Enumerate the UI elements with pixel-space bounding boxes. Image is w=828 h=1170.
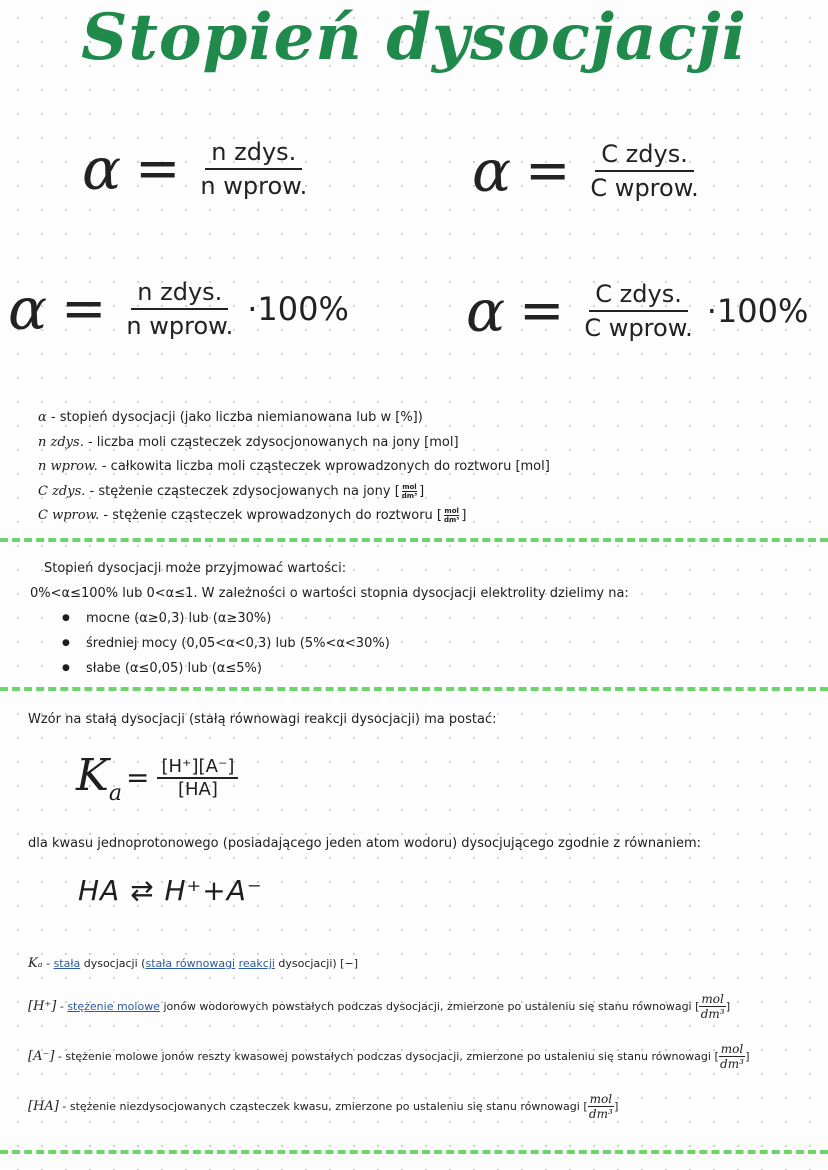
unit-denominator: dm³ — [700, 1007, 725, 1021]
unit-fraction — [699, 992, 725, 1021]
numerator: n zdys. — [205, 138, 302, 170]
section-divider — [0, 538, 828, 542]
values-section — [30, 556, 629, 681]
link-stezenie-molowe[interactable]: stężenie molowe — [67, 1000, 160, 1013]
denominator: n wprow. — [126, 312, 234, 340]
ka-symbol — [76, 750, 122, 806]
section-divider — [0, 1150, 828, 1154]
fraction — [584, 140, 704, 202]
fraction — [120, 278, 239, 340]
denominator: n wprow. — [200, 172, 308, 200]
legend-text: - — [42, 957, 54, 970]
definition-symbol: C wprow. — [38, 508, 100, 523]
formula-alpha-n-percent — [8, 275, 349, 343]
percent-multiplier: ·100% — [247, 290, 349, 328]
numerator: [H⁺][A⁻] — [157, 756, 238, 779]
legend-symbol: [H⁺] — [28, 999, 57, 1014]
unit-numerator: mol — [589, 1092, 613, 1106]
values-intro: Stopień dysocjacji może przyjmować wartości: — [44, 561, 347, 576]
definition-symbol: n wprow. — [38, 459, 98, 474]
legend-text: - stężenie niezdysocjowanych cząsteczek kwasu, zmierzone po ustaleniu się stanu równowagi [ — [58, 1100, 588, 1113]
legend-text: - stężenie molowe jonów reszty kwasowej powstałych podczas dysocjacji, zmierzone po ustaleniu się stanu równowagi [ — [54, 1050, 719, 1063]
constant-description: dla kwasu jednoprotonowego (posiadającego jeden atom wodoru) dysocjującego zgodnie z równaniem: — [28, 836, 701, 851]
bracket: ] — [419, 483, 425, 499]
formula-alpha-c — [472, 137, 705, 205]
link-stala[interactable]: stała — [53, 957, 81, 970]
equals-sign: = — [519, 279, 565, 342]
legend-text: dysocjacji ( — [80, 957, 146, 970]
alpha-symbol: α — [466, 277, 506, 345]
definition-text: - całkowita liczba moli cząsteczek wprowadzonych do roztworu [mol] — [97, 459, 550, 474]
page-title: Stopień dysocjacji — [81, 0, 747, 75]
legend-ha — [28, 1092, 618, 1121]
definition-text: - stopień dysocjacji (jako liczba niemianowana lub w [%]) — [46, 410, 423, 425]
list-item: ● mocne (α≥0,3) lub (α≥30%) — [86, 606, 629, 631]
denominator: [HA] — [177, 778, 218, 800]
unit-numerator: mol — [444, 507, 459, 515]
fraction — [578, 280, 698, 342]
legend-text: - — [56, 1000, 68, 1013]
equals-sign: = — [126, 761, 150, 795]
legend-symbol: [A⁻] — [28, 1049, 55, 1064]
values-range: 0%<α≤100% lub 0<α≤1. W zależności o wartości stopnia dysocjacji elektrolity dzielimy na: — [30, 586, 629, 601]
definition-text: - stężenie cząsteczek zdysocjowanych na jony [ — [85, 483, 400, 499]
definition-item — [38, 504, 550, 529]
unit-fraction — [444, 507, 459, 524]
definition-symbol: C zdys. — [38, 483, 86, 499]
list-item: ● słabe (α≤0,05) lub (α≤5%) — [86, 656, 629, 681]
definition-item — [38, 455, 550, 480]
ka-formula — [76, 750, 238, 806]
legend-text: jonów wodorowych powstałych podczas dysocjacji, zmierzone po ustaleniu się stanu równowagi [ — [159, 1000, 700, 1013]
definition-text: - liczba moli cząsteczek zdysocjonowanych na jony [mol] — [83, 434, 459, 450]
legend-text: dysocjacji) [−] — [274, 957, 358, 970]
denominator: C wprow. — [584, 314, 693, 342]
ka-letter: K — [76, 750, 109, 801]
numerator: C zdys. — [595, 140, 694, 172]
link-stala-rownowagi[interactable]: stała równowagi — [145, 957, 236, 970]
alpha-symbol: α — [472, 137, 512, 205]
definition-symbol: α — [38, 410, 47, 425]
unit-numerator: mol — [720, 1042, 744, 1056]
section-divider — [0, 687, 828, 691]
equals-sign: = — [525, 139, 571, 202]
definition-item — [38, 406, 550, 431]
list-item: ● średniej mocy (0,05<α<0,3) lub (5%<α<30%) — [86, 631, 629, 656]
equals-sign: = — [61, 277, 107, 340]
legend-symbol: [HA] — [28, 1099, 59, 1114]
legend-symbol: Kₐ — [28, 956, 43, 971]
definitions-list — [38, 406, 550, 529]
unit-fraction — [402, 483, 417, 500]
ka-fraction — [157, 756, 238, 800]
unit-fraction — [719, 1042, 745, 1071]
unit-denominator: dm³ — [720, 1057, 744, 1071]
definition-symbol: n zdys. — [38, 434, 84, 450]
equals-sign: = — [135, 137, 181, 200]
legend-a — [28, 1042, 750, 1071]
legend-ka — [28, 956, 358, 971]
unit-numerator: mol — [701, 992, 724, 1006]
percent-multiplier: ·100% — [706, 292, 809, 330]
reaction-equation: HA ⇄ H⁺+A⁻ — [78, 874, 263, 907]
bracket: ] — [725, 1000, 731, 1013]
numerator: n zdys. — [131, 278, 228, 310]
definition-item — [38, 480, 550, 505]
formula-alpha-n — [82, 135, 313, 203]
denominator: C wprow. — [590, 174, 699, 202]
bracket: ] — [461, 508, 467, 523]
formula-alpha-c-percent — [466, 277, 809, 345]
definition-text: - stężenie cząsteczek wprowadzonych do roztworu [ — [99, 508, 442, 523]
constant-intro: Wzór na stałą dysocjacji (stałą równowagi reakcji dysocjacji) ma postać: — [28, 712, 497, 727]
alpha-symbol: α — [8, 275, 48, 343]
fraction — [194, 138, 313, 200]
unit-denominator: dm³ — [443, 516, 460, 524]
link-reakcji[interactable]: reakcji — [238, 957, 275, 970]
unit-fraction — [588, 1092, 614, 1121]
definition-item — [38, 431, 550, 456]
electrolyte-list — [44, 606, 629, 681]
bracket: ] — [614, 1100, 619, 1113]
alpha-symbol: α — [82, 135, 122, 203]
unit-numerator: mol — [402, 482, 417, 491]
unit-denominator: dm³ — [401, 491, 418, 500]
legend-h — [28, 992, 730, 1021]
numerator: C zdys. — [589, 280, 688, 312]
ka-subscript: a — [108, 780, 122, 806]
unit-denominator: dm³ — [588, 1107, 613, 1121]
bracket: ] — [745, 1050, 750, 1063]
